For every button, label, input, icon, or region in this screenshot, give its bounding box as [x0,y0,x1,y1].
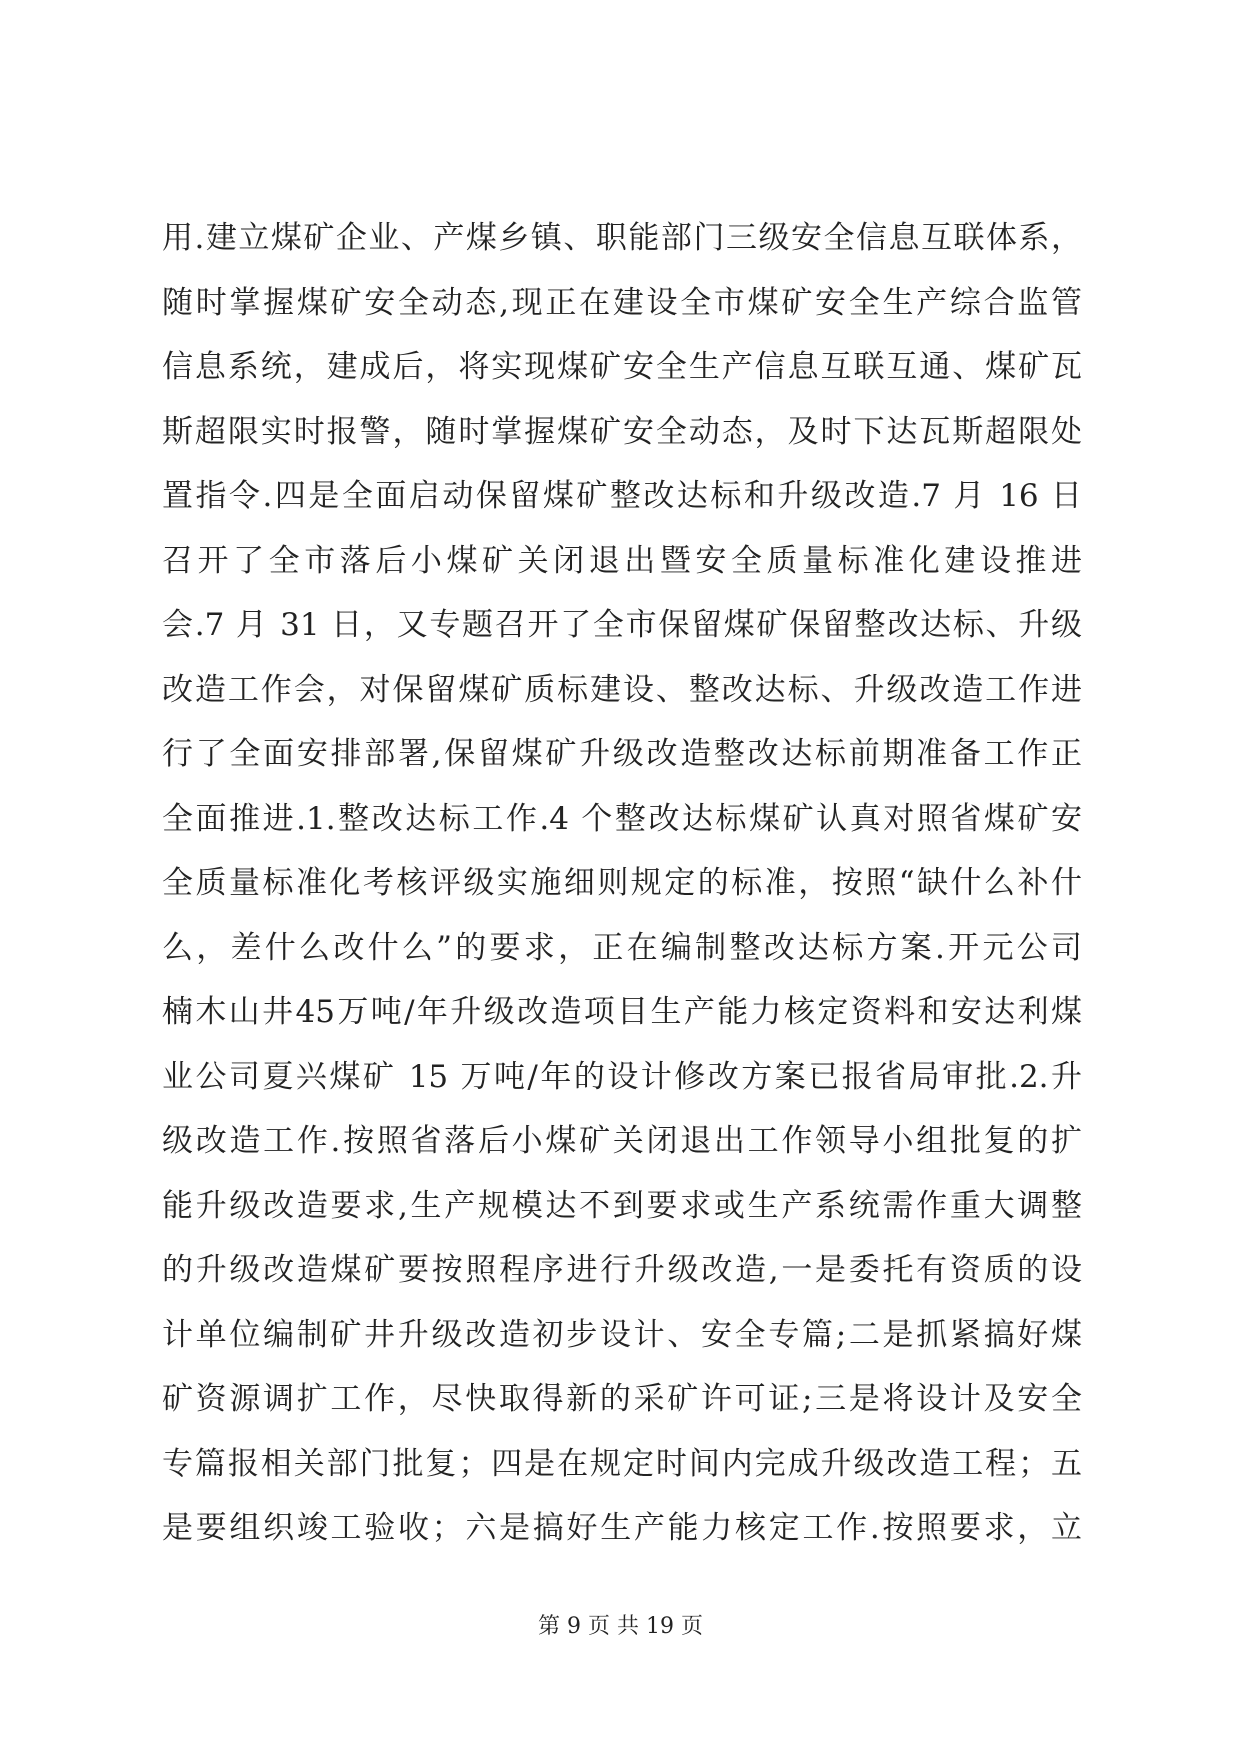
text-line: 召开了全市落后小煤矿关闭退出暨安全质量标准化建设推进 [162,542,1082,579]
text-line: 计单位编制矿井升级改造初步设计、安全专篇;二是抓紧搞好煤 [162,1316,1082,1353]
text-line: 随时掌握煤矿安全动态,现正在建设全市煤矿安全生产综合监管 [162,284,1082,321]
text-line: 斯超限实时报警，随时掌握煤矿安全动态，及时下达瓦斯超限处 [162,413,1082,450]
text-line: 矿资源调扩工作，尽快取得新的采矿许可证;三是将设计及安全 [162,1381,1082,1417]
text-line: 专篇报相关部门批复；四是在规定时间内完成升级改造工程；五 [162,1445,1082,1482]
text-line: 置指令.四是全面启动保留煤矿整改达标和升级改造.7 月 16 日 [162,478,1082,514]
text-line: 全质量标准化考核评级实施细则规定的标准，按照“缺什么补什 [162,865,1082,901]
document-body [162,206,1082,1561]
text-line: 信息系统，建成后，将实现煤矿安全生产信息互联互通、煤矿瓦 [162,349,1082,385]
text-line: 会.7 月 31 日，又专题召开了全市保留煤矿保留整改达标、升级 [162,607,1082,643]
text-line: 级改造工作.按照省落后小煤矿关闭退出工作领导小组批复的扩 [162,1123,1082,1159]
text-line: 全面推进.1.整改达标工作.4 个整改达标煤矿认真对照省煤矿安 [162,800,1082,837]
text-line: 行了全面安排部署,保留煤矿升级改造整改达标前期准备工作正 [162,736,1082,772]
text-line: 改造工作会，对保留煤矿质标建设、整改达标、升级改造工作进 [162,671,1082,708]
text-line: 业公司夏兴煤矿 15 万吨/年的设计修改方案已报省局审批.2.升 [162,1058,1082,1095]
text-line: 楠木山井45万吨/年升级改造项目生产能力核定资料和安达利煤 [162,994,1082,1030]
text-line: 么，差什么改什么”的要求，正在编制整改达标方案.开元公司 [162,929,1082,966]
text-line: 的升级改造煤矿要按照程序进行升级改造,一是委托有资质的设 [162,1252,1082,1288]
page-footer: 第 9 页 共 19 页 [538,1614,703,1639]
text-line: 是要组织竣工验收；六是搞好生产能力核定工作.按照要求，立 [162,1510,1082,1546]
text-line: 用.建立煤矿企业、产煤乡镇、职能部门三级安全信息互联体系， [162,220,1082,256]
text-line: 能升级改造要求,生产规模达不到要求或生产系统需作重大调整 [162,1187,1082,1224]
